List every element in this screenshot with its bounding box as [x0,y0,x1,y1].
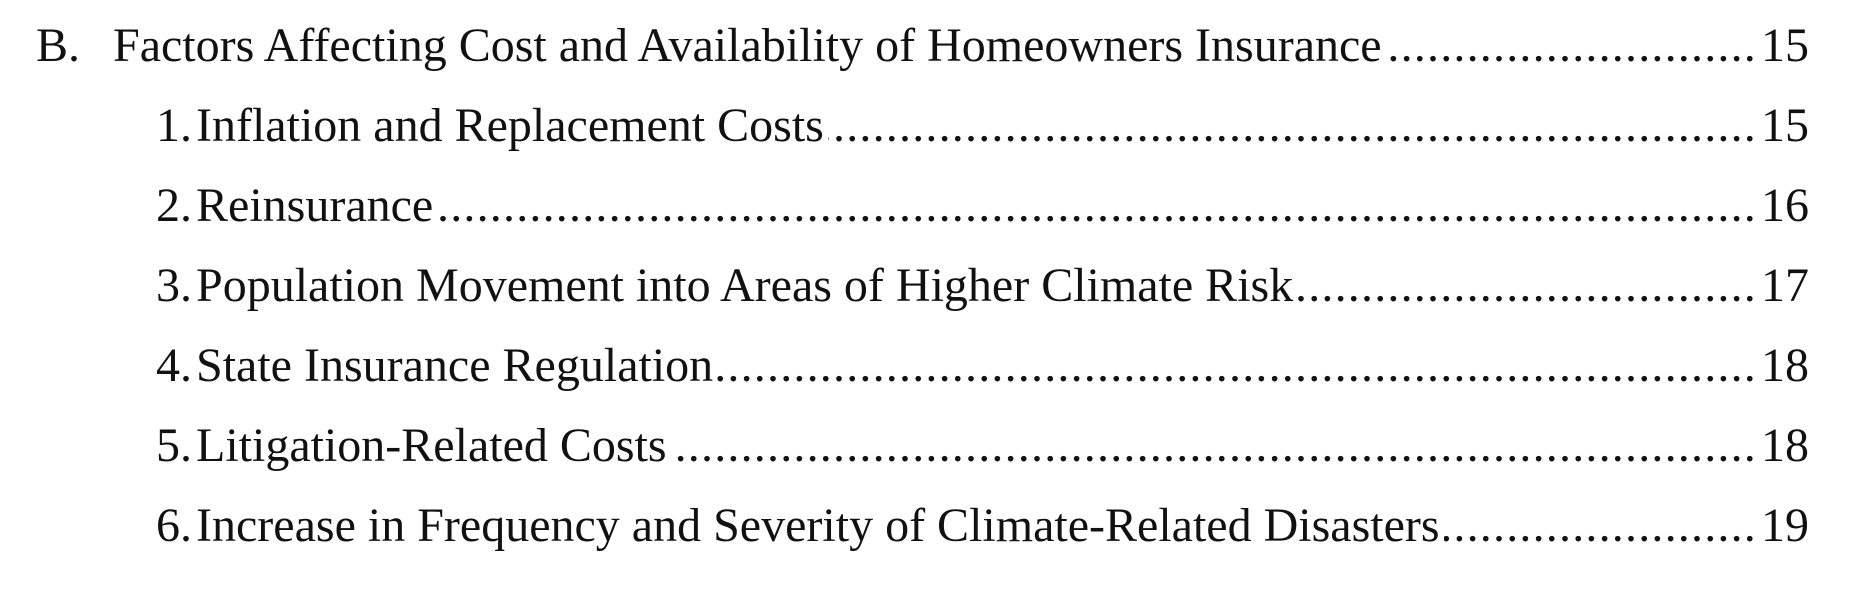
toc-entry-title: Litigation-Related Costs [196,419,667,472]
toc-entry [196,486,1809,566]
toc-dot-leader [1386,6,1757,86]
toc-page-number: 19 [1761,499,1809,552]
toc-dot-leader [671,406,1757,486]
toc-section-entry [113,6,1809,86]
toc-entry-title: Increase in Frequency and Severity of Climate-Related Disasters [196,499,1440,552]
toc-entry-row[interactable] [0,86,1852,166]
toc-entry [196,406,1809,486]
toc-section-row[interactable] [0,6,1852,86]
toc-entry [196,326,1809,406]
toc-entry-number: 4. [156,339,192,392]
toc-entry-row[interactable] [0,246,1852,326]
toc-entry-number: 2. [156,179,192,232]
toc-entry [196,246,1809,326]
toc-entry-title: State Insurance Regulation [196,339,714,392]
toc-page-number: 16 [1761,179,1809,232]
toc-section-label: B. [36,19,81,72]
toc-page-number: 18 [1761,419,1809,472]
toc-dot-leader [1444,486,1757,566]
toc-section-title: Factors Affecting Cost and Availability of Homeowners Insurance [113,19,1382,72]
toc-entry-title: Inflation and Replacement Costs [196,99,824,152]
toc-page-number: 18 [1761,339,1809,392]
toc-dot-leader [1297,246,1757,326]
toc-entry-title: Reinsurance [196,179,434,232]
toc-entry-number: 5. [156,419,192,472]
toc-page-number: 15 [1761,99,1809,152]
toc-dot-leader [717,326,1757,406]
toc-entry-number: 3. [156,259,192,312]
toc-entry-number: 6. [156,499,192,552]
toc-entry-row[interactable] [0,406,1852,486]
toc-entry [196,86,1809,166]
toc-dot-leader [828,86,1757,166]
toc-page-number: 15 [1761,19,1809,72]
toc-page-number: 17 [1761,259,1809,312]
toc-entry-title: Population Movement into Areas of Higher Climate Risk [196,259,1294,312]
toc-entry-row[interactable] [0,326,1852,406]
toc-entry-row[interactable] [0,166,1852,246]
toc-dot-leader [437,166,1757,246]
toc-entry-number: 1. [156,99,192,152]
toc-entry-row[interactable] [0,486,1852,566]
toc-entry [196,166,1809,246]
